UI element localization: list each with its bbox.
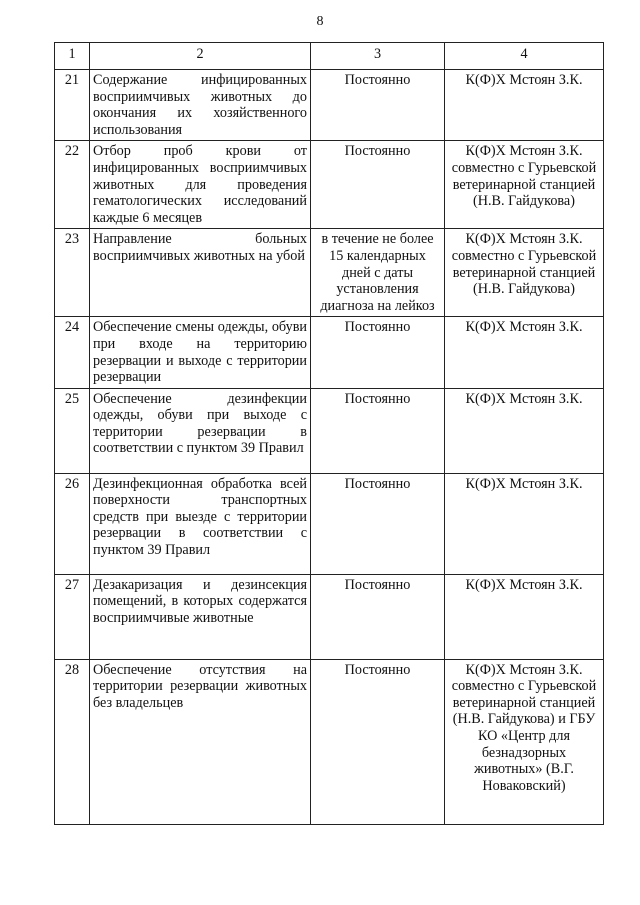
row-event: Дезинфекционная обработка всей поверхности транспортных средств при выезде с территории резервации в соответствии с пунктом 39 Правил bbox=[90, 473, 311, 574]
row-responsible: К(Ф)Х Мстоян З.К. совместно с Гурьевской ветеринарной станцией (Н.В. Гайдукова) bbox=[445, 141, 604, 229]
row-responsible: К(Ф)Х Мстоян З.К. bbox=[445, 574, 604, 659]
table-row bbox=[55, 141, 604, 229]
row-event: Отбор проб крови от инфицированных восприимчивых животных для проведения гематологических исследований каждые 6 месяцев bbox=[90, 141, 311, 229]
row-term: Постоянно bbox=[311, 317, 445, 388]
measures-table bbox=[54, 42, 604, 825]
row-term: Постоянно bbox=[311, 574, 445, 659]
row-number: 24 bbox=[55, 317, 90, 388]
row-term: Постоянно bbox=[311, 473, 445, 574]
column-header-event: 2 bbox=[90, 43, 311, 70]
table-row bbox=[55, 473, 604, 574]
row-event: Содержание инфицированных восприимчивых животных до окончания их хозяйственного использования bbox=[90, 70, 311, 141]
row-number: 27 bbox=[55, 574, 90, 659]
table-row bbox=[55, 229, 604, 317]
row-event: Обеспечение дезинфекции одежды, обуви при выходе с территории резервации в соответствии с пунктом 39 Правил bbox=[90, 388, 311, 473]
row-responsible: К(Ф)Х Мстоян З.К. совместно с Гурьевской ветеринарной станцией (Н.В. Гайдукова) bbox=[445, 229, 604, 317]
row-term: Постоянно bbox=[311, 141, 445, 229]
row-responsible: К(Ф)Х Мстоян З.К. совместно с Гурьевской ветеринарной станцией (Н.В. Гайдукова) и ГБУ КО «Центр для безнадзорных животных» (В.Г. Новаковский) bbox=[445, 659, 604, 824]
page-number: 8 bbox=[316, 14, 324, 29]
column-header-number: 1 bbox=[55, 43, 90, 70]
row-event: Направление больных восприимчивых животных на убой bbox=[90, 229, 311, 317]
row-number: 23 bbox=[55, 229, 90, 317]
row-term: Постоянно bbox=[311, 388, 445, 473]
row-event: Обеспечение смены одежды, обуви при входе на территорию резервации и выходе с территории резервации bbox=[90, 317, 311, 388]
row-event: Дезакаризация и дезинсекция помещений, в которых содержатся восприимчивые животные bbox=[90, 574, 311, 659]
row-term: Постоянно bbox=[311, 659, 445, 824]
row-number: 25 bbox=[55, 388, 90, 473]
column-header-responsible: 4 bbox=[445, 43, 604, 70]
table-row bbox=[55, 659, 604, 824]
row-responsible: К(Ф)Х Мстоян З.К. bbox=[445, 388, 604, 473]
row-number: 22 bbox=[55, 141, 90, 229]
row-number: 26 bbox=[55, 473, 90, 574]
row-term: в течение не более 15 календарных дней с даты установления диагноза на лейкоз bbox=[311, 229, 445, 317]
row-responsible: К(Ф)Х Мстоян З.К. bbox=[445, 70, 604, 141]
table-row bbox=[55, 388, 604, 473]
table-row bbox=[55, 574, 604, 659]
row-responsible: К(Ф)Х Мстоян З.К. bbox=[445, 473, 604, 574]
column-header-term: 3 bbox=[311, 43, 445, 70]
row-responsible: К(Ф)Х Мстоян З.К. bbox=[445, 317, 604, 388]
table-header-row bbox=[55, 43, 604, 70]
table-row bbox=[55, 317, 604, 388]
row-number: 21 bbox=[55, 70, 90, 141]
row-term: Постоянно bbox=[311, 70, 445, 141]
table-row bbox=[55, 70, 604, 141]
row-number: 28 bbox=[55, 659, 90, 824]
row-event: Обеспечение отсутствия на территории резервации животных без владельцев bbox=[90, 659, 311, 824]
